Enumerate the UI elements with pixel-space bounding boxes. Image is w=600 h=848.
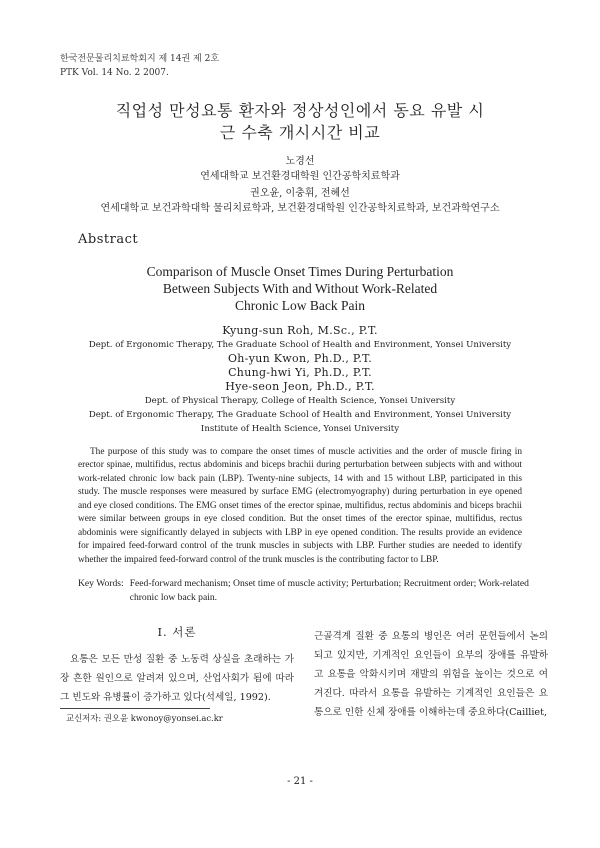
keywords-label: Key Words:: [78, 578, 124, 589]
english-title-line: Between Subjects With and Without Work-Related: [162, 281, 438, 296]
english-title-line: Chronic Low Back Pain: [234, 298, 366, 313]
english-author-name: Kyung-sun Roh, M.Sc., P.T.: [222, 324, 378, 337]
english-title-line: Comparison of Muscle Onset Times During Perturbation: [146, 264, 454, 279]
korean-title: [60, 100, 540, 144]
english-author-name: Chung-hwi Yi, Ph.D., P.T.: [228, 366, 372, 379]
korean-title-line: 직업성 만성요통 환자와 정상성인에서 동요 유발 시: [115, 101, 485, 120]
english-author-name: Oh-yun Kwon, Ph.D., P.T.: [227, 352, 373, 365]
body-left-column: [60, 624, 294, 707]
body-paragraph: 근골격계 질환 중 요통의 병인은 여러 문헌들에서 논의되고 있지만, 기계적인 요인들이 요부의 장애를 유발하고 요통을 악화시키며 재발의 위험을 높이는 것으로 여겨진다. 따라서 요통을 유발하는 기계적인 요인들은 요통으로 인한 신체 장애를 이해하는데 중요하다(Cailliet,: [314, 631, 548, 718]
body-paragraph: 요통은 모든 만성 질환 중 노동력 상실을 초래하는 가장 흔한 원인으로 알려져 있으며, 산업사회가 됨에 따라 그 빈도와 유병률이 증가하고 있다(석세일, 1992).: [60, 654, 294, 703]
body-right-column: [314, 627, 548, 722]
abstract-heading: Abstract: [78, 232, 139, 247]
korean-author-name: 노경선: [285, 156, 315, 167]
english-affiliation: Dept. of Ergonomic Therapy, The Graduate School of Health and Environment, Yonsei University: [88, 340, 512, 350]
korean-author-block: [60, 154, 540, 184]
english-affiliation: Dept. of Ergonomic Therapy, The Graduate School of Health and Environment, Yonsei University: [88, 410, 512, 420]
korean-title-line: 근 수축 개시시간 비교: [219, 123, 381, 142]
english-author-block: [60, 324, 540, 436]
abstract-paragraph: The purpose of this study was to compare the onset times of muscle activities and the order of muscle firing in erector spinae, multifidus, rectus abdominis and biceps brachii during perturbation between subjects with and without work-related chronic low back pain (LBP). Twenty-nine subjects, 14 with and 15 without LBP, participated in this study. The muscle responses were measured by surface EMG (electromyography) during perturbation in eye opened and eye closed conditions. The EMG onset times of the erector spinae, multifidus, rectus abdominis and biceps brachii were similar between groups in eye closed condition. But the onset times of the erector spinae, multifidus, rectus abdominis were significantly delayed in subjects with LBP in eye opened condition. The results provide an evidence for impaired feed-forward control of the trunk muscles in subjects with LBP. Further studies are needed to identify whether the impaired feed-forward control of the trunk muscles is the contributing factor to LBP.: [78, 447, 522, 565]
journal-header: [60, 52, 219, 80]
korean-coauthor-names: 권오윤, 이충휘, 전혜선: [250, 188, 350, 199]
journal-citation-korean: 한국전문물리치료학회지 제 14권 제 2호: [60, 54, 220, 64]
keywords-text: Feed-forward mechanism; Onset time of muscle activity; Perturbation; Recruitment order; Work-related chronic low back pain.: [129, 578, 529, 603]
keywords: [78, 577, 530, 604]
section-heading: Ⅰ. 서론: [157, 625, 197, 639]
korean-affiliation: 연세대학교 보건환경대학원 인간공학치료학과: [200, 171, 400, 182]
korean-coauthor-block: [60, 186, 540, 216]
page-number: - 21 -: [287, 776, 313, 787]
footnote-divider: [60, 708, 210, 709]
english-affiliation: Institute of Health Science, Yonsei University: [200, 424, 400, 434]
corresponding-author-footnote: 교신저자: 권오윤 kwonoy@yonsei.ac.kr: [66, 713, 223, 723]
english-affiliation: Dept. of Physical Therapy, College of Health Science, Yonsei University: [144, 396, 456, 406]
journal-citation-english: PTK Vol. 14 No. 2 2007.: [60, 68, 169, 78]
korean-affiliation: 연세대학교 보건과학대학 물리치료학과, 보건환경대학원 인간공학치료학과, 보건과학연구소: [100, 203, 500, 214]
abstract-body: [78, 446, 522, 567]
english-title: [60, 263, 540, 314]
english-author-name: Hye-seon Jeon, Ph.D., P.T.: [225, 380, 375, 393]
